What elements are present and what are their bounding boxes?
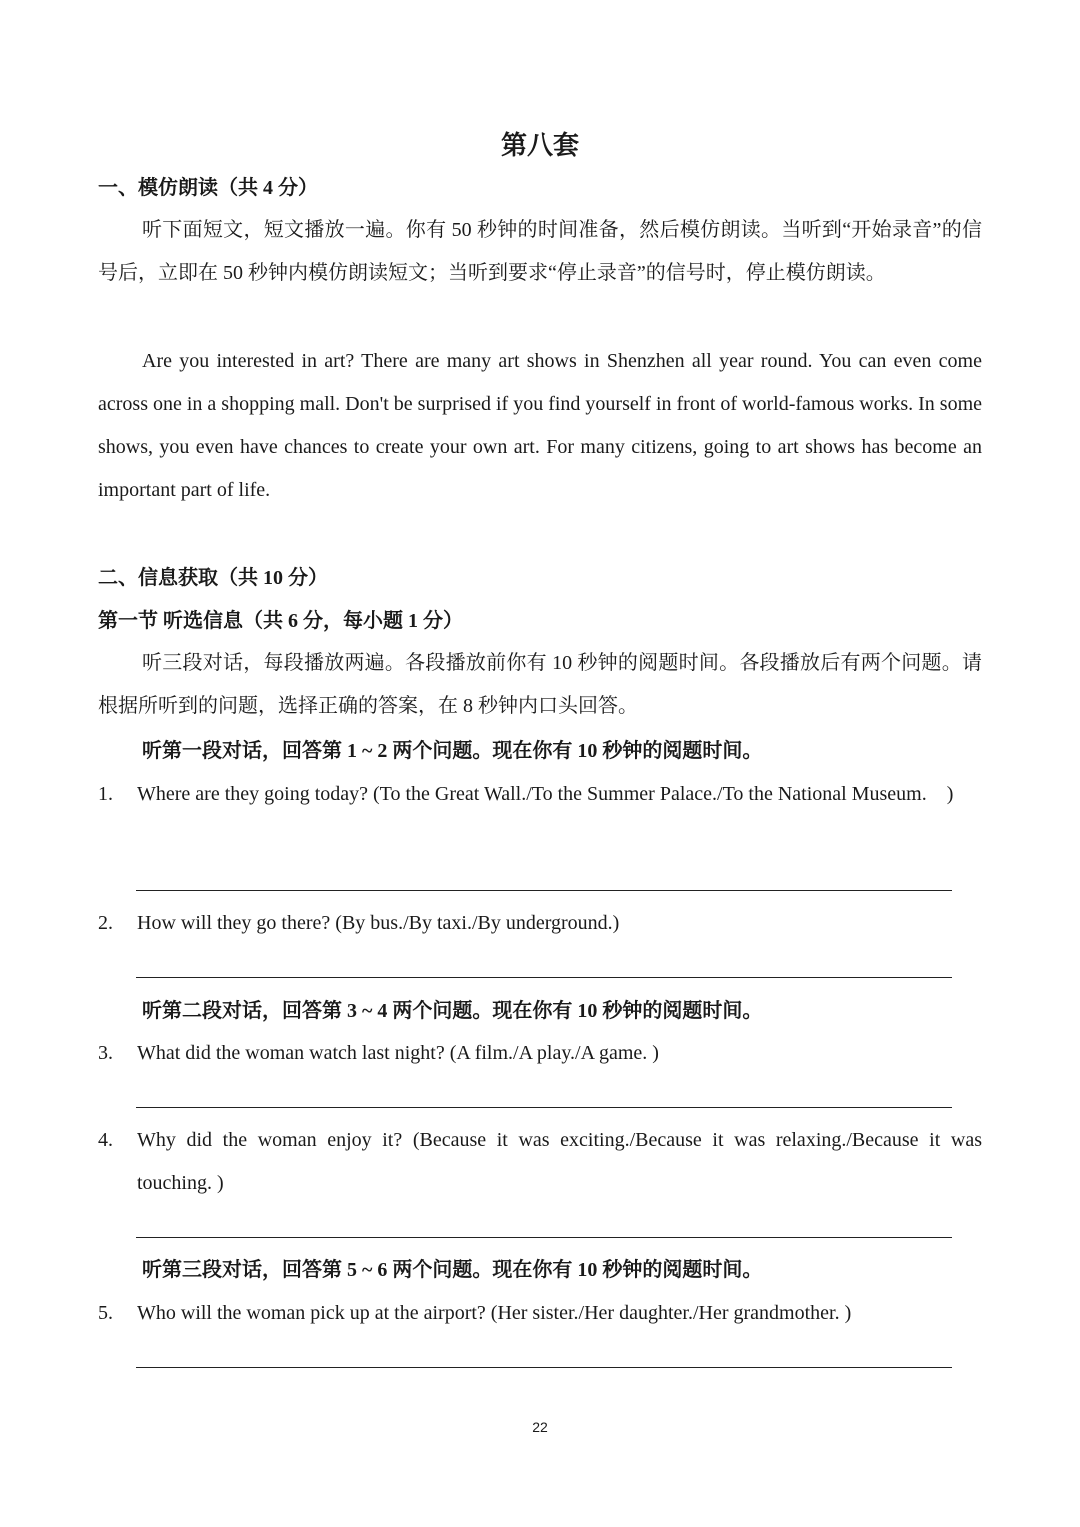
dialogue1-prompt: 听第一段对话，回答第 1 ~ 2 两个问题。现在你有 10 秒钟的阅题时间。 [142,740,763,762]
question-text: Who will the woman pick up at the airport? (Her sister./Her daughter./Her grandmother. ) [137,1302,852,1324]
question-text: Where are they going today? (To the Great Wall./To the Summer Palace./To the National Museum. ) [137,783,954,805]
question-2 [98,902,982,945]
question-number: 4. [98,1129,113,1151]
answer-line-1 [136,890,952,891]
question-text: Why did the woman enjoy it? (Because it was exciting./Because it was relaxing./Because it was touching. ) [137,1129,982,1194]
dialogue3-prompt: 听第三段对话，回答第 5 ~ 6 两个问题。现在你有 10 秒钟的阅题时间。 [142,1259,763,1281]
reading-passage: Are you interested in art? There are many art shows in Shenzhen all year round. You can even come across one in a shopping mall. Don't be surprised if you find yourself in front of world-famous works. In some shows, you even have chances to create your own art. For many citizens, going to art shows has become an important part of life. [98,350,983,501]
question-text: How will they go there? (By bus./By taxi./By underground.) [137,912,620,934]
question-4 [98,1119,982,1205]
question-number: 3. [98,1042,113,1064]
answer-line-3 [136,1107,952,1108]
answer-line-4 [136,1237,952,1238]
section1-heading: 第一节 听选信息（共 6 分，每小题 1 分） [98,610,463,632]
part1-heading: 一、模仿朗读（共 4 分） [98,177,318,199]
part2-heading: 二、信息获取（共 10 分） [98,567,328,589]
question-number: 2. [98,912,113,934]
question-1 [98,773,982,816]
part2-instructions: 听三段对话，每段播放两遍。各段播放前你有 10 秒钟的阅题时间。各段播放后有两个问题。请根据所听到的问题，选择正确的答案，在 8 秒钟内口头回答。 [98,652,982,717]
answer-line-5 [136,1367,952,1368]
part1-instructions: 听下面短文，短文播放一遍。你有 50 秒钟的时间准备，然后模仿朗读。当听到“开始录音”的信号后，立即在 50 秒钟内模仿朗读短文；当听到要求“停止录音”的信号时，停止模仿朗读。 [98,219,982,284]
question-number: 5. [98,1302,113,1324]
question-3 [98,1032,982,1075]
question-5 [98,1292,982,1335]
page-title: 第八套 [500,131,579,160]
question-number: 1. [98,783,113,805]
answer-line-2 [136,977,952,978]
question-text: What did the woman watch last night? (A film./A play./A game. ) [137,1042,659,1064]
dialogue2-prompt: 听第二段对话，回答第 3 ~ 4 两个问题。现在你有 10 秒钟的阅题时间。 [142,1000,763,1022]
page-number: 22 [532,1419,548,1435]
